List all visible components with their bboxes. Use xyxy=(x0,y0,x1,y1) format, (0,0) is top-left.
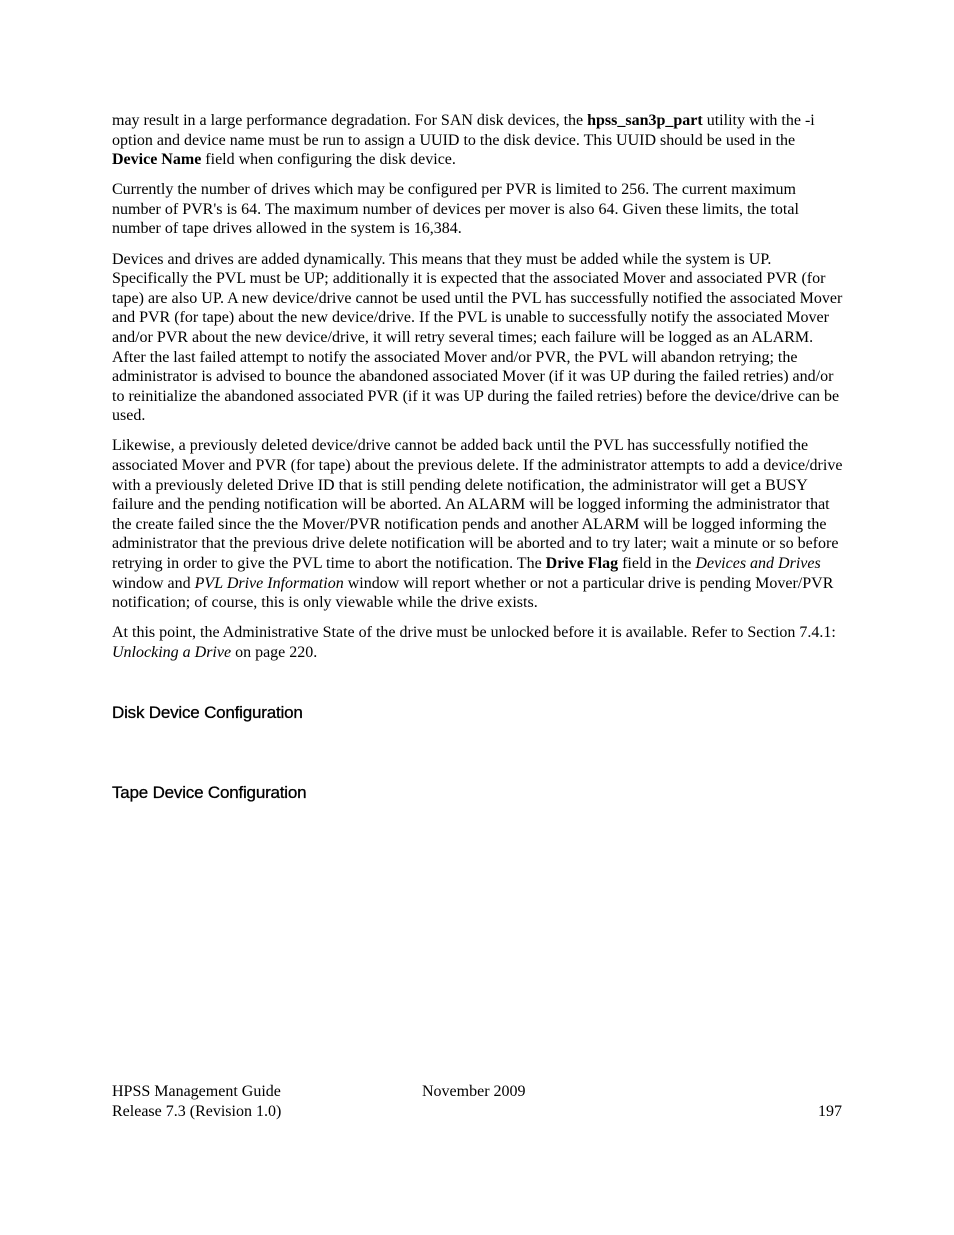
field-name: Device Name xyxy=(112,151,202,169)
footer-date: November 2009 xyxy=(422,1083,526,1100)
paragraph-unlock xyxy=(112,623,844,662)
section-reference: Unlocking a Drive xyxy=(112,643,232,661)
text-span: window will report whether or not a particular drive is pending Mover/PVR notification; of course, this is only viewable while the drive exists. xyxy=(112,574,834,612)
text-span: At this point, the Administrative State of the drive must be unlocked before it is available. Refer to Section 7.4.1: xyxy=(112,624,836,642)
field-name: Drive Flag xyxy=(545,554,619,572)
footer-page-number: 197 xyxy=(818,1103,842,1120)
paragraph-deleted-readd xyxy=(112,436,844,612)
heading-disk-device-configuration: Disk Device Configuration xyxy=(112,703,303,722)
paragraph-san-disk xyxy=(112,111,844,170)
heading-tape-device-configuration: Tape Device Configuration xyxy=(112,783,307,802)
footer-guide-title: HPSS Management Guide xyxy=(112,1083,281,1100)
text-span: field when configuring the disk device. xyxy=(201,151,456,169)
text-span: may result in a large performance degradation. For SAN disk devices, the xyxy=(112,112,588,129)
window-name: PVL Drive Information xyxy=(194,574,344,592)
text-span: window and xyxy=(112,574,195,592)
footer-release: Release 7.3 (Revision 1.0) xyxy=(112,1103,282,1120)
utility-name: hpss_san3p_part xyxy=(587,112,703,129)
paragraph-dynamic-add: Devices and drives are added dynamically. This means that they must be added while the system is UP. Specifically the PVL must be UP; additionally it is expected that the associated Mover and associated PVR (for tape) are also UP. A new device/drive cannot be used until the PVL has successfully notified the associated Mover and PVR (for tape) about the new device/drive. If the PVL is unable to successfully notify the associated Mover and/or PVR about the new device/drive, it will retry several times; each failure will be logged as an ALARM. After the last failed attempt to notify the associated Mover and/or PVR, the PVL will abandon retrying; the administrator is advised to bounce the abandoned associated Mover (if it was UP during the failed retries) and/or to reinitialize the abandoned associated PVR (if it was UP during the failed retries) before the device/drive can be used. xyxy=(112,250,843,425)
document-body xyxy=(112,111,844,673)
paragraph-drive-limits: Currently the number of drives which may be configured per PVR is limited to 256. The current maximum number of PVR's is 64. The maximum number of devices per mover is also 64. Given these limits, the total number of tape drives allowed in the system is 16,384. xyxy=(112,181,799,238)
text-span: field in the xyxy=(618,554,696,572)
page-footer xyxy=(112,1082,844,1122)
text-span: utility with the -i option and device name must be run to assign a UUID to the disk device. This UUID should be used in the xyxy=(112,112,815,149)
text-span: on page 220. xyxy=(231,643,318,661)
text-span: Likewise, a previously deleted device/drive cannot be added back until the PVL has successfully notified the associated Mover and PVR (for tape) about the previous delete. If the administrator attempts to add a device/drive with a previously deleted Drive ID that is still pending delete notification, the administrator will get a BUSY failure and the pending notification will be aborted. An ALARM will be logged informing the administrator that the create failed since the the Mover/PVR notification pends and another ALARM will be logged informing the administrator that the previous drive delete notification will be aborted and to try later; wait a minute or so before retrying in order to give the PVL time to abort the notification. The xyxy=(112,437,843,572)
window-name: Devices and Drives xyxy=(695,554,821,572)
